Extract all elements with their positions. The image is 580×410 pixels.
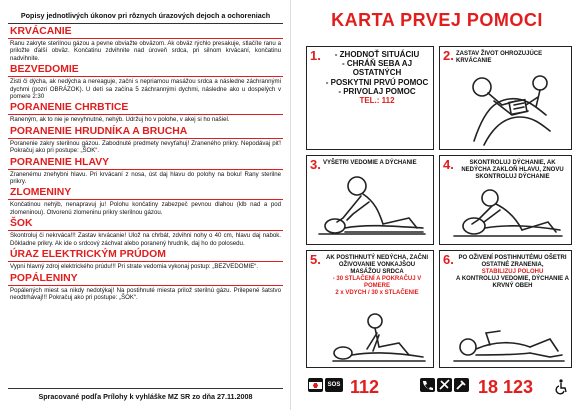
- section-title: PORANENIE CHRBTICE: [8, 102, 283, 115]
- step-number: 2.: [443, 48, 454, 63]
- tools-icon: [437, 378, 452, 392]
- first-aid-card-page: [300, 6, 574, 404]
- step-5-ratio: 2 x VDYCH / 30 x STLAČENIE: [335, 290, 419, 296]
- section-body: Raneným, ak to nie je nevyhnutné, nehýb. Udržuj ho v polohe, v akej si ho našiel.: [10, 116, 230, 124]
- section-burns: [8, 273, 283, 302]
- section-title: POPÁLENINY: [8, 273, 283, 286]
- step-6-monitor: A KONTROLUJ VEDOMIE, DÝCHANIE A KRVNÝ OBEH: [456, 276, 569, 289]
- step-number: 1.: [310, 48, 321, 63]
- section-body: Zisti či dýcha, ak nedýcha a nereaguje, začni s nepriamou masážou srdca a následne záchrannými dychmi (pozri OBRÁZOK). U detí sa začína 5 záchrannými dychmi, následne ako u dospelých v pomere 2:30: [10, 78, 281, 101]
- step-6-recovery-position: STABILIZUJ POLOHU: [481, 269, 544, 275]
- section-title: ZLOMENINY: [8, 187, 283, 200]
- step-3-card: [306, 155, 434, 245]
- step-text: SKONTROLUJ DÝCHANIE, AK NEDÝCHA ZAKLOŇ HLAVU, ZNOVU SKONTROLUJ DÝCHANIE: [461, 160, 564, 180]
- step-text: VYŠETRI VEDOMIE A DÝCHANIE: [323, 160, 417, 166]
- step-text: [323, 255, 431, 297]
- step-1-line: - PRIVOLAJ POMOC: [338, 86, 416, 96]
- emergency-numbers-bar: [306, 376, 572, 400]
- section-electric-injury: [8, 249, 283, 270]
- ambulance-icon: [308, 378, 323, 392]
- step-text: ZASTAV ŽIVOT OHROZUJÚCE KRVÁCANIE: [456, 51, 543, 64]
- step-6-instruction: PO OŽIVENÍ POSTIHNUTÉMU OŠETRI OSTATNÉ ZRANENIA,: [458, 255, 567, 268]
- section-body: Končatinou nehýb, nenapravuj ju! Polohu končatiny zabezpeč pevnou dlahou (klb nad a pod zlomeninou). Otvorenú zlomeninu prikry sterilnou gázou.: [10, 201, 281, 216]
- section-shock: [8, 218, 283, 247]
- step-1-line: - ZHODNOŤ SITUÁCIU: [334, 50, 420, 59]
- section-body: Popálených miest sa nikdy nedotýkaj! Na postihnuté miesta prilož sterilnú gázu. Prilepené šatstvo neodtrhávaj!!! Pokračuj ako pri postupe: „ŠOK“.: [10, 286, 281, 301]
- left-page-footer: Spracované podľa Prílohy k vyhláške MZ SR zo dňa 27.11.2008: [8, 388, 283, 404]
- first-aid-descriptions-page: [8, 6, 283, 404]
- step-5-compressions: - 30 STLAČENÍ A POKRAČUJ V POMERE: [332, 276, 422, 289]
- step-1-line: - CHRÁŇ SEBA AJ OSTATNÝCH: [341, 59, 413, 78]
- section-fractures: [8, 187, 283, 216]
- step-1-list: [323, 50, 431, 105]
- emergency-number-18123: 18 123: [478, 377, 534, 397]
- step-5-instruction: AK POSTIHNUTÝ NEDÝCHA, ZAČNI OŽIVOVANIE VONKAJŠOU MASÁŽOU SRDCA: [325, 255, 428, 275]
- step-number: 6.: [443, 252, 454, 267]
- emergency-number-112: 112: [350, 377, 380, 397]
- section-title: PORANENIE HLAVY: [8, 157, 283, 170]
- step-number: 3.: [310, 157, 321, 172]
- section-head-injury: [8, 157, 283, 186]
- section-unconsciousness: [8, 64, 283, 100]
- section-spine-injury: [8, 102, 283, 123]
- section-body: Zranenému znehybni hlavu. Pri krvácaní z nosa, úst daj hlavu do polohy na boku! Rany sterilne prikry.: [10, 170, 281, 186]
- check-consciousness-illustration: [313, 172, 431, 242]
- cpr-illustration: [329, 313, 429, 365]
- step-2-card: [439, 46, 572, 150]
- recovery-position-illustration: [450, 315, 568, 365]
- section-title: BEZVEDOMIE: [8, 64, 283, 77]
- bandaging-illustration: [454, 71, 566, 147]
- section-body: Poranenie zakry sterilnou gázou. Zabodnuté predmety nevyťahuj! Zraneného prikry. Nepodávaj piť! Pokračuj ako pri postupe: „ŠOK“.: [10, 139, 281, 155]
- step-text: [456, 255, 569, 290]
- section-title: ŠOK: [8, 218, 283, 231]
- step-number: 5.: [310, 252, 321, 267]
- section-title: PORANENIE HRUDNÍKA A BRUCHA: [8, 126, 283, 139]
- section-body: Skontroluj či nekrváca!!! Zastav krvácanie! Ulož na chrbát, zdvihni nohy o 40 cm, hlavu daj nabok. Dôkladne prikry. Ak ide o srdcový záchvat alebo poranený hrudník, daj ho do polosedu.: [10, 232, 281, 247]
- section-title: KRVÁCANIE: [8, 26, 283, 39]
- step-number: 4.: [443, 157, 454, 172]
- section-body: Vypni hlavný zdroj elektrického prúdu!!! Pri strate vedomia vykonaj postup: „BEZVEDOMIE“.: [10, 263, 259, 271]
- step-5-card: [306, 250, 434, 368]
- left-page-header: Popisy jednotlivých úkonov pri rôznych úrazových dejoch a ochoreniach: [8, 6, 283, 24]
- step-4-card: [439, 155, 572, 245]
- section-chest-abdomen-injury: [8, 126, 283, 155]
- wheelchair-icon: [554, 379, 568, 395]
- section-body: Ranu zakryte sterilnou gázou a pevne obviažte obväzom. Ak obväz rýchlo presakuje, stlačíte ranu a priložte ďalší obväz. Končatinu zdvihnite nad úroveň srdca, pri silnom krvácaní, končatinu nadvihnite.: [10, 40, 281, 62]
- card-title: KARTA PRVEJ POMOCI: [331, 10, 543, 30]
- page-divider: [290, 0, 291, 410]
- step-1-tel: TEL.: 112: [359, 96, 395, 106]
- section-bleeding: [8, 26, 283, 62]
- section-title: ÚRAZ ELEKTRICKÝM PRÚDOM: [8, 249, 283, 262]
- step-6-card: [439, 250, 572, 368]
- phone-icon: [420, 378, 435, 392]
- sos-icon: SOS: [325, 378, 343, 392]
- hammer-icon: [454, 378, 469, 392]
- step-1-line: - POSKYTNI PRVÚ POMOC: [325, 77, 429, 87]
- step-1-card: [306, 46, 434, 150]
- head-tilt-illustration: [450, 186, 566, 242]
